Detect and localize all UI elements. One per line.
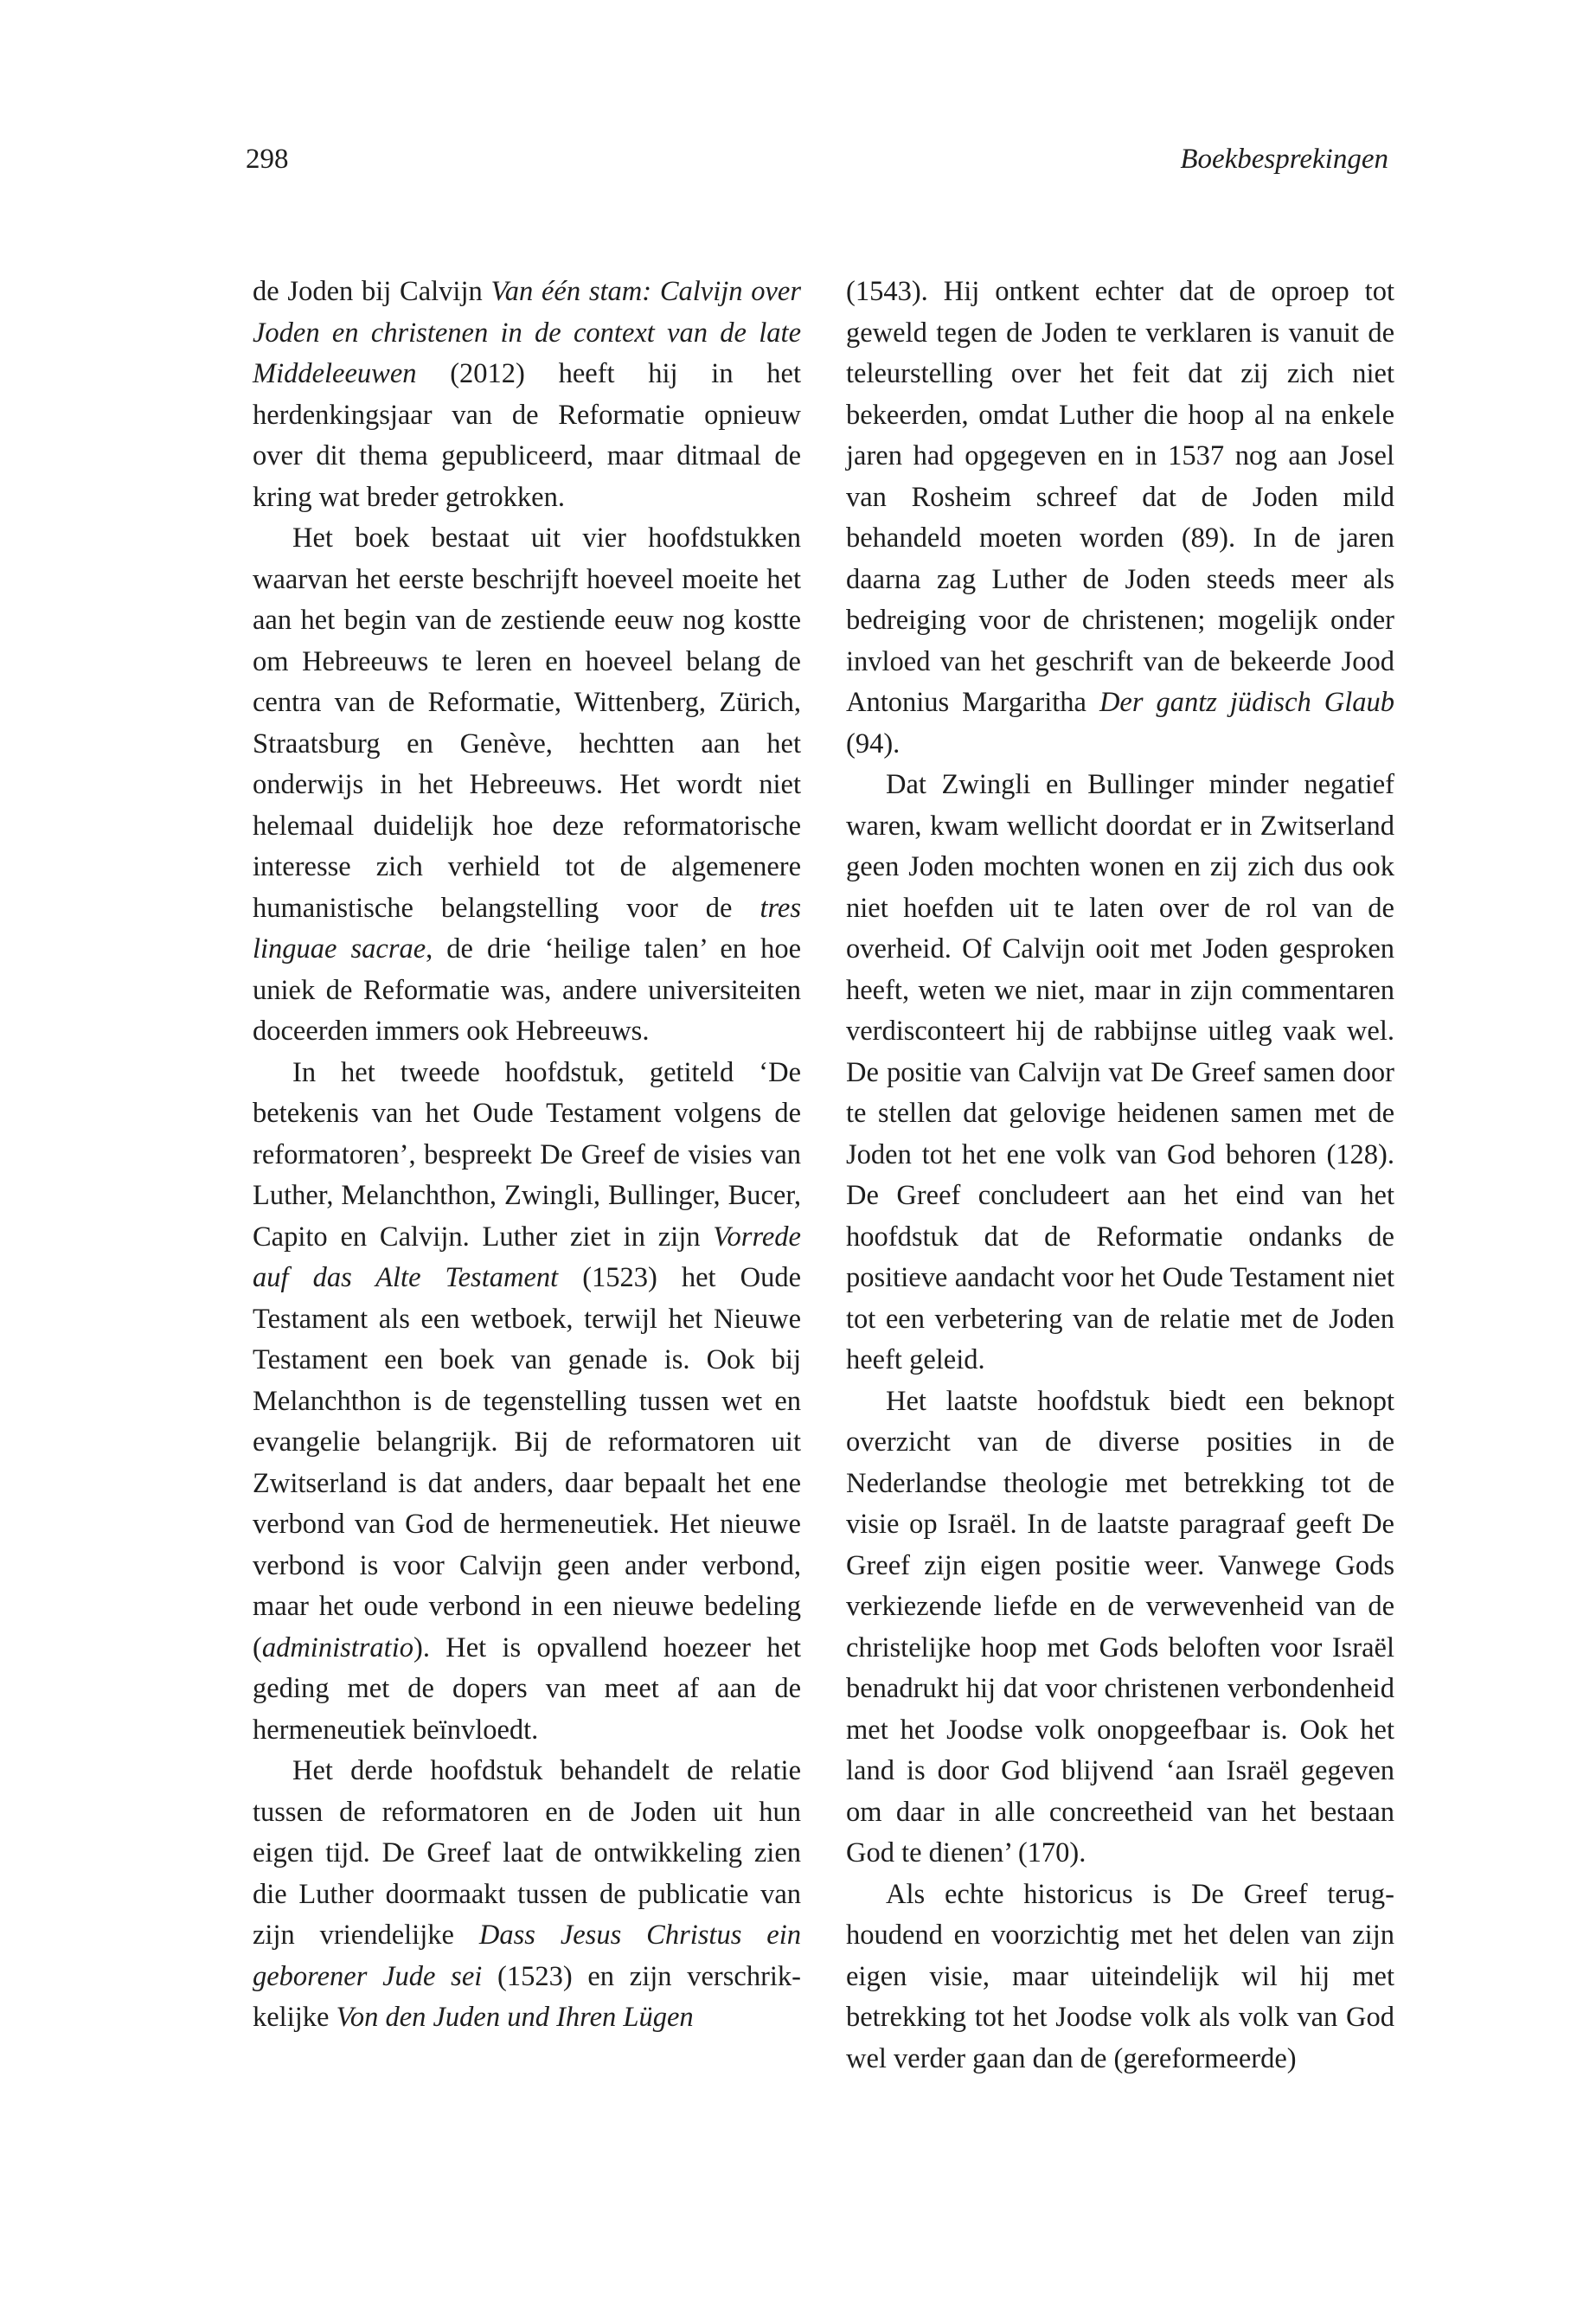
page-header <box>246 144 1388 187</box>
running-head: Boekbesprekingen <box>1180 144 1388 175</box>
paragraph: de Joden bij Calvijn Van één stam: Calvijn over Joden en christenen in de context van de late Middeleeuwen (2012) heeft hij in het herdenkingsjaar van de Reformatie opnieuw over dit thema gepubliceerd, maar ditmaal de kring wat breder getrokken. <box>253 276 802 513</box>
paragraph: Het derde hoofdstuk behandelt de relatie tussen de reformatoren en de Joden uit hun eigen tijd. De Greef laat de ontwikkeling zien die Luther doormaakt tussen de publicatie van zijn vriendelijke Dass Jesus Christus ein geborener Jude sei (1523) en zijn verschrikkelijke Von den Juden und Ihren Lügen <box>253 1755 802 2033</box>
paragraph: (1543). Hij ontkent echter dat de oproep tot geweld tegen de Joden te verklaren is vanuit de teleurstelling over het feit dat zij zich niet bekeerden, omdat Luther die hoop al na enkele jaren had opgegeven en in 1537 nog aan Josel van Rosheim schreef dat de Joden mild behandeld moeten worden (89). In de jaren daarna zag Luther de Joden steeds meer als bedreiging voor de christenen; mogelijk onder invloed van het geschrift van de bekeerde Jood Antonius Margaritha Der gantz jüdisch Glaub (94). <box>846 276 1394 760</box>
page-number: 298 <box>246 144 289 175</box>
paragraph: Als echte historicus is De Greef terughoudend en voorzichtig met het delen van zijn eigen visie, maar uiteindelijk wil hij met betrekking tot het Joodse volk als volk van God wel verder gaan dan de (gereformeerde) <box>846 1878 1394 2074</box>
paragraph: Het laatste hoofdstuk biedt een beknopt overzicht van de diverse posities in de Nederlandse theologie met betrekking tot de visie op Israël. In de laatste paragraaf geeft De Greef zijn eigen positie weer. Vanwege Gods verkiezende liefde en de verwevenheid van de christelijke hoop met Gods beloften voor Israël benadrukt hij dat voor christenen verbondenheid met het Joodse volk onopgeefbaar is. Ook het land is door God blijvend ‘aan Israël gegeven om daar in alle concreetheid van het bestaan God te dienen’ (170). <box>846 1385 1394 1868</box>
right-column <box>846 272 1394 2080</box>
paragraph: Dat Zwingli en Bullinger minder negatief waren, kwam wellicht doordat er in Zwitserland geen Joden mochten wonen en zij zich dus ook niet hoefden uit te laten over de rol van de overheid. Of Calvijn ooit met Joden gesproken heeft, weten we niet, maar in zijn commentaren verdisconteert hij de rabbijnse uitleg vaak wel. De positie van Calvijn vat De Greef samen door te stellen dat gelovige heidenen samen met de Joden tot het ene volk van God behoren (128). De Greef concludeert aan het eind van het hoofdstuk dat de Reformatie ondanks de positieve aandacht voor het Oude Testament niet tot een verbetering van de relatie met de Joden heeft geleid. <box>846 769 1394 1375</box>
left-column <box>253 272 801 2039</box>
paragraph: Het boek bestaat uit vier hoofdstukken waarvan het eerste beschrijft hoeveel moeite het aan het begin van de zestiende eeuw nog kostte om Hebreeuws te leren en hoeveel belang de centra van de Reformatie, Wittenberg, Zürich, Straatsburg en Genève, hechtten aan het onderwijs in het Hebreeuws. Het wordt niet helemaal duidelijk hoe deze reformatorische interesse zich verhield tot de algemenere humanistische belangstelling voor de tres linguae sacrae, de drie ‘heilige talen’ en hoe uniek de Reformatie was, andere universiteiten doceerden immers ook Hebreeuws. <box>253 522 801 1047</box>
paragraph: In het tweede hoofdstuk, getiteld ‘De betekenis van het Oude Testament volgens de reformatoren’, bespreekt De Greef de visies van Luther, Melanchthon, Zwingli, Bullinger, Bucer, Capito en Calvijn. Luther ziet in zijn Vorrede auf das Alte Testament (1523) het Oude Testament als een wetboek, terwijl het Nieuwe Testament een boek van genade is. Ook bij Melanchthon is de tegenstelling tussen wet en evangelie belangrijk. Bij de reformatoren uit Zwitserland is dat anders, daar bepaalt het ene verbond van God de hermeneutiek. Het nieuwe verbond is voor Calvijn geen ander verbond, maar het oude verbond in een nieuwe bedeling (administratio). Het is opvallend hoezeer het geding met de dopers van meet af aan de hermeneutiek beïnvloedt. <box>253 1056 802 1746</box>
